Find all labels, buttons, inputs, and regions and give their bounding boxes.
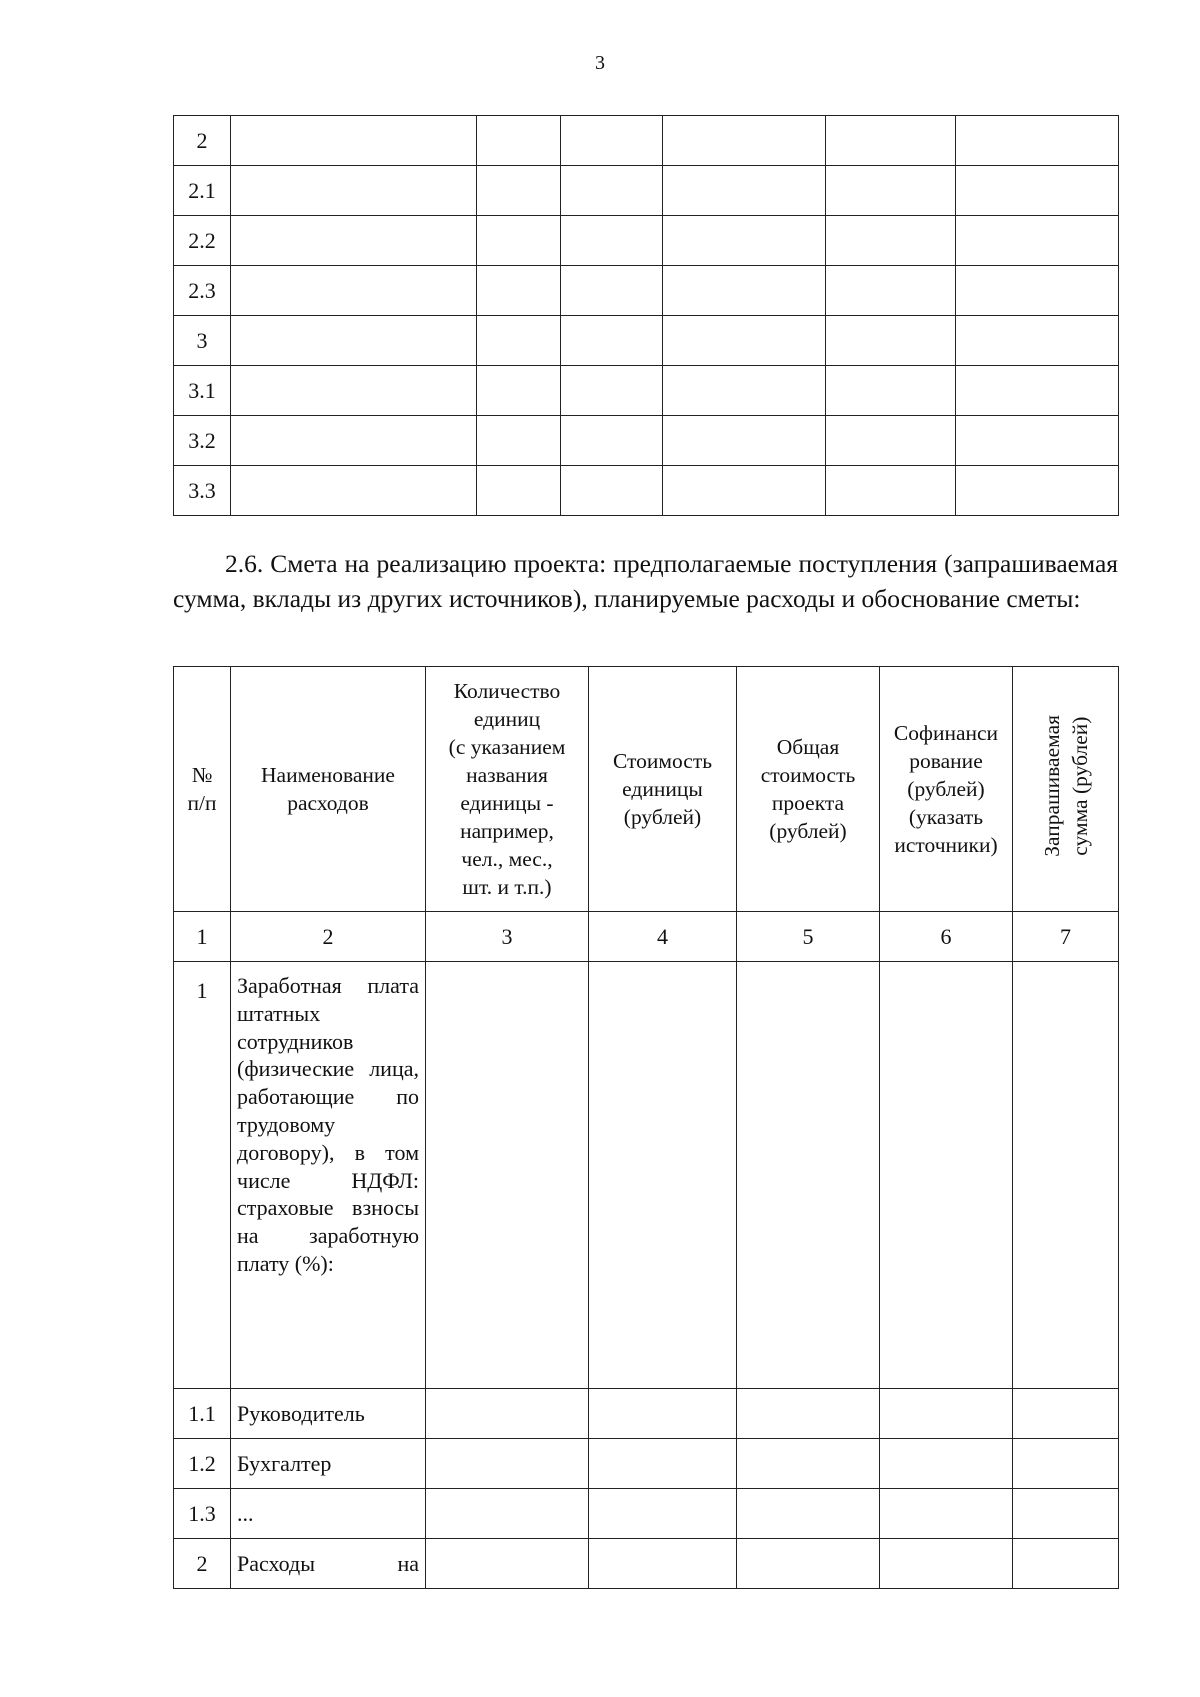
row-expense-name: Расходы на	[231, 1539, 426, 1589]
header-row	[174, 667, 1119, 912]
header-unit-count: Количество единиц (с указанием названия единицы - например, чел., мес., шт. и т.п.)	[426, 667, 589, 912]
column-numbers-row	[174, 912, 1119, 962]
header-number: № п/п	[174, 667, 231, 912]
column-number: 7	[1013, 912, 1119, 962]
table-row	[174, 116, 1119, 166]
column-number: 6	[880, 912, 1013, 962]
section-2-6-paragraph: 2.6. Смета на реализацию проекта: предполагаемые поступления (запрашиваемая сумма, вклады из других источников), планируемые расходы и обоснование сметы:	[173, 549, 1118, 613]
row-index: 3.3	[174, 466, 231, 516]
column-number: 4	[589, 912, 737, 962]
row-expense-name: ...	[231, 1489, 426, 1539]
row-index: 1.3	[174, 1489, 231, 1539]
column-number: 2	[231, 912, 426, 962]
column-number: 1	[174, 912, 231, 962]
row-index: 3.2	[174, 416, 231, 466]
table-row	[174, 266, 1119, 316]
table-row	[174, 166, 1119, 216]
column-number: 5	[737, 912, 880, 962]
row-index: 2.3	[174, 266, 231, 316]
table-row	[174, 1489, 1119, 1539]
row-expense-name: Заработная плата штатных сотрудников (физические лица, работающие по трудовому договору), в том числе НДФЛ: страховые взносы на заработную плату (%):	[231, 962, 426, 1389]
table-row	[174, 466, 1119, 516]
column-number: 3	[426, 912, 589, 962]
table-row	[174, 216, 1119, 266]
table-row	[174, 366, 1119, 416]
estimate-table	[173, 666, 1119, 1589]
continuation-table	[173, 115, 1119, 516]
row-index: 2.2	[174, 216, 231, 266]
header-unit-cost: Стоимость единицы (рублей)	[589, 667, 737, 912]
row-index: 1	[174, 962, 231, 1389]
table-row	[174, 962, 1119, 1389]
row-index: 1.1	[174, 1389, 231, 1439]
header-total-cost: Общая стоимость проекта (рублей)	[737, 667, 880, 912]
row-index: 2	[174, 1539, 231, 1589]
row-index: 1.2	[174, 1439, 231, 1489]
header-requested-sum: Запрашиваемая сумма (рублей)	[1039, 714, 1092, 857]
page-number: 3	[595, 52, 605, 74]
row-expense-name: Руководитель	[231, 1389, 426, 1439]
header-expense-name: Наименование расходов	[231, 667, 426, 912]
header-cofinancing: Софинанси рование (рублей) (указать источники)	[880, 667, 1013, 912]
row-expense-name: Бухгалтер	[231, 1439, 426, 1489]
row-index: 2	[174, 116, 231, 166]
table-row	[174, 1539, 1119, 1589]
header-requested-sum-cell	[1013, 667, 1119, 912]
table-row	[174, 1389, 1119, 1439]
table-row	[174, 1439, 1119, 1489]
row-index: 3.1	[174, 366, 231, 416]
row-index: 2.1	[174, 166, 231, 216]
table-row	[174, 416, 1119, 466]
row-index: 3	[174, 316, 231, 366]
table-row	[174, 316, 1119, 366]
